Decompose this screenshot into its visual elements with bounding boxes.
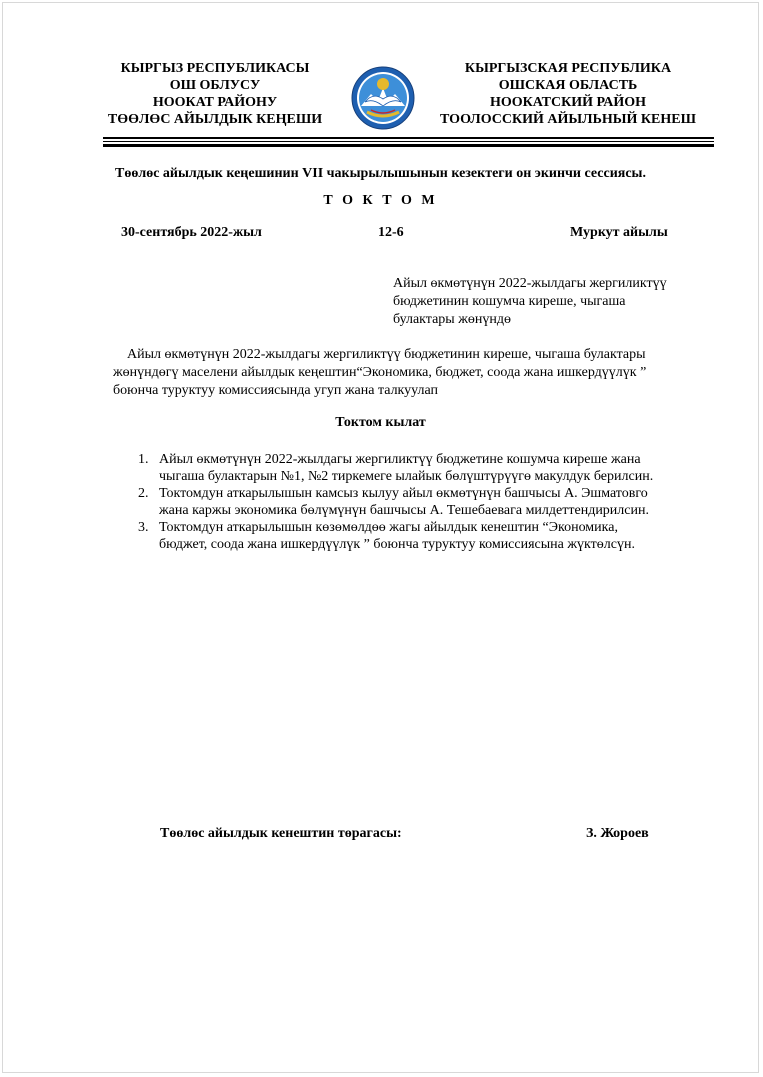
signature-title: Төөлөс айылдык кенештин төрагасы:: [160, 826, 402, 841]
session-title: Төөлөс айылдык кеңешинин VII чакырылышынын кезектеги он экинчи сессиясы.: [115, 166, 646, 181]
decree-date: 30-сентябрь 2022-жыл: [121, 225, 262, 240]
subject-line: булактары жөнүндө: [393, 312, 511, 327]
kyrgyz-state-emblem-icon: [351, 66, 415, 130]
list-item: [113, 519, 723, 553]
header-russian-line: ОШСКАЯ ОБЛАСТЬ: [498, 78, 638, 93]
header-divider: [103, 141, 714, 142]
item-line: бюджет, соода жана ишкердүүлүк ” боюнча туруктуу комиссиясына жүктөлсүн.: [159, 537, 635, 552]
header-divider: [103, 137, 714, 139]
preamble-line: жөнүндөгү маселени айылдык кеңештин“Экономика, бюджет, соода жана ишкердүүлүк ”: [113, 365, 647, 380]
item-number: 2.: [138, 486, 149, 501]
preamble: [113, 346, 713, 400]
item-line: чыгаша булактарын №1, №2 тиркемеге ылайык бөлүштүрүүгө макулдук берилсин.: [159, 469, 654, 484]
subject-line: Айыл өкмөтүнүн 2022-жылдагы жергиликтүү: [393, 276, 667, 291]
list-item: [113, 451, 723, 485]
header-russian-line: НООКАТСКИЙ РАЙОН: [489, 95, 647, 110]
preamble-line: Айыл өкмөтүнүн 2022-жылдагы жергиликтүү бюджетинин киреше, чыгаша булактары: [113, 347, 646, 362]
header-kyrgyz-line: ТӨӨЛӨС АЙЫЛДЫК КЕҢЕШИ: [107, 112, 323, 127]
item-line: Айыл өкмөтүнүн 2022-жылдагы жергиликтүү бюджетине кошумча киреше жана: [159, 452, 641, 467]
document-page: [2, 2, 759, 1073]
item-line: жана каржы экономика бөлүмүнүн башчысы А. Тешебаевага милдеттендирилсин.: [159, 503, 649, 518]
item-number: 3.: [138, 520, 149, 535]
decision-list: [113, 451, 723, 553]
header-kyrgyz-line: КЫРГЫЗ РЕСПУБЛИКАСЫ: [120, 61, 310, 76]
decree-place: Муркут айылы: [570, 225, 668, 240]
list-item: [113, 485, 723, 519]
subject-line: бюджетинин кошумча киреше, чыгаша: [393, 294, 626, 309]
item-line: Токтомдун аткарылышын камсыз кылуу айыл өкмөтүнүн башчысы А. Эшматовго: [159, 486, 648, 501]
decides-heading: Токтом кылат: [335, 415, 426, 430]
signature-name: З. Жороев: [586, 826, 649, 841]
header-russian-line: ТООЛОССКИЙ АЙЫЛЬНЫЙ КЕНЕШ: [440, 112, 696, 127]
header-russian: [423, 60, 713, 128]
header-kyrgyz: [91, 60, 339, 128]
decree-number: 12-6: [378, 225, 404, 240]
header-kyrgyz-line: НООКАТ РАЙОНУ: [152, 95, 278, 110]
header-kyrgyz-line: ОШ ОБЛУСУ: [169, 78, 261, 93]
decree-subject: [393, 275, 713, 329]
item-line: Токтомдун аткарылышын көзөмөлдөө жагы айылдык кенештин “Экономика,: [159, 520, 618, 535]
preamble-line: боюнча туруктуу комиссиясында угуп жана талкуулап: [113, 383, 439, 398]
item-number: 1.: [138, 452, 149, 467]
header-russian-line: КЫРГЫЗСКАЯ РЕСПУБЛИКА: [464, 61, 672, 76]
header-divider: [103, 144, 714, 147]
decree-title: Т О К Т О М: [323, 193, 438, 208]
